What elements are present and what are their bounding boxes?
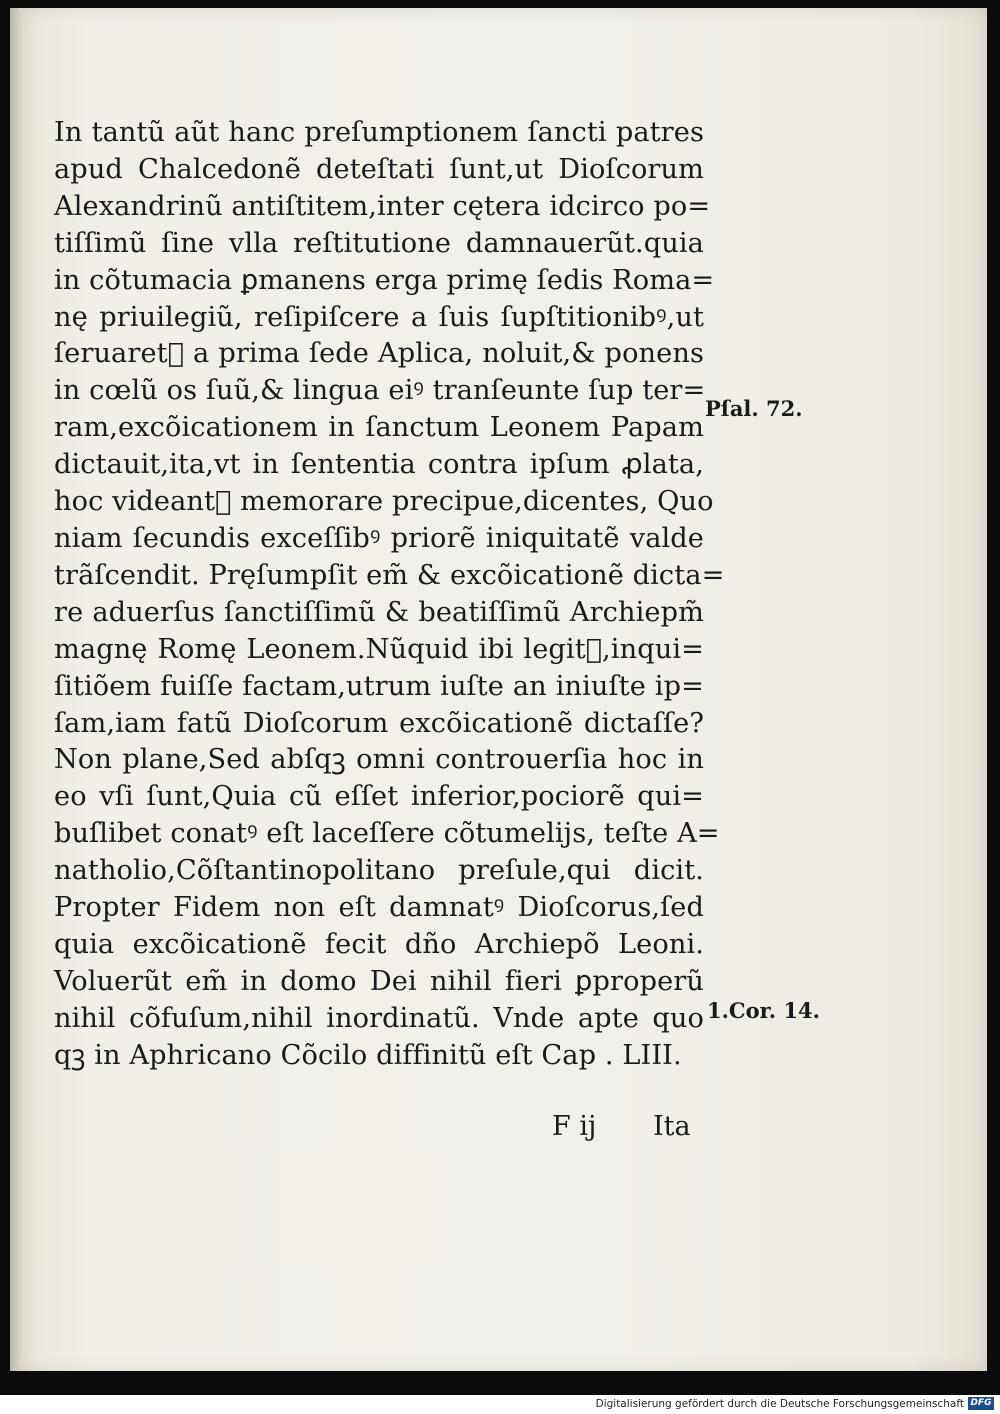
text-line: In tantũ aũt hanc preſumptionem ſancti patres <box>54 117 704 148</box>
marginal-note-psalm: Pſal. 72. <box>705 396 803 421</box>
text-line: Non plane,Sed abſqꝫ omni controuerſia hoc in <box>54 744 704 776</box>
text-line: ram,excõicationem in ſanctum Leonem Papam <box>54 412 704 444</box>
text-line: natholio,Cõſtantinopolitano preſule,qui dicit. <box>54 855 704 887</box>
text-line: quia excõicationẽ fecit dño Archiepõ Leoni. <box>54 928 704 960</box>
text-line: tiſſimũ ſine vlla reſtitutione damnauerũt.quia <box>54 227 704 259</box>
text-line: ſam,iam fatũ Dioſcorum excõicationẽ dictaſſe? <box>54 707 704 739</box>
text-line: magnę Romę Leonem.Nũquid ibi legitᷓ,inqui= <box>54 633 704 665</box>
text-line: Voluerũt em̃ in domo Dei nihil fieri ꝑproperũ <box>54 965 704 997</box>
marginal-note-corinthians: 1.Cor. 14. <box>707 998 820 1023</box>
footer-credit: Digitalisierung gefördert durch die Deutsche Forschungsgemeinschaft <box>595 1398 964 1410</box>
text-line: qꝫ in Aphricano Cõcilo diffinitũ eſt Cap . LIII. <box>54 1039 682 1071</box>
page-gutter <box>10 8 22 1371</box>
text-line: ſeruaretᷓ a prima ſede Aplica, noluit,& ponens <box>54 338 704 370</box>
text-line: nihil cõfuſum,nihil inordinatũ. Vnde apte quo <box>54 1002 704 1034</box>
text-line: trãſcendit. Pręſumpſit em̃ & excõicationẽ dicta= <box>54 559 725 591</box>
text-line: in cõtumacia ꝑmanens erga primę ſedis Roma= <box>54 264 715 296</box>
text-line: in cœlũ os ſuũ,& lingua eiꝰ tranſeunte ſup ter= <box>54 375 706 407</box>
signature-mark: F ij <box>552 1111 597 1142</box>
text-line: apud Chalcedonẽ deteſtati ſunt,ut Dioſcorum <box>54 153 704 185</box>
text-line: nę priuilegiũ, reſipiſcere a ſuis ſupſtitionibꝰ,ut <box>54 301 704 333</box>
text-line: hoc videantᷓ memorare precipue,dicentes, Quo <box>54 486 714 518</box>
text-line: buſlibet conatꝰ eſt laceſſere cõtumelijs, teſte A= <box>54 818 720 850</box>
text-line: ſitiõem fuiſſe factam,utrum iuſte an iniuſte ip= <box>54 670 704 702</box>
text-line: Propter Fidem non eſt damnatꝰ Dioſcorus,ſed <box>54 892 704 924</box>
text-line: niam ſecundis exceſſibꝰ priorẽ iniquitatẽ valde <box>54 522 704 554</box>
main-text-block <box>54 115 725 1075</box>
text-line: eo vſi ſunt,Quia cũ eſſet inferior,pociorẽ qui= <box>54 781 704 813</box>
text-line: dictauit,ita,vt in ſententia contra ipſum ꝓlata, <box>54 449 704 481</box>
text-line: re aduerſus ſanctiſſimũ & beatiſſimũ Archiepm̃ <box>54 596 704 628</box>
dfg-logo: DFG <box>968 1397 994 1410</box>
catchword: Ita <box>653 1111 691 1142</box>
text-line: Alexandrinũ antiſtitem,inter cętera idcirco po= <box>54 190 711 222</box>
